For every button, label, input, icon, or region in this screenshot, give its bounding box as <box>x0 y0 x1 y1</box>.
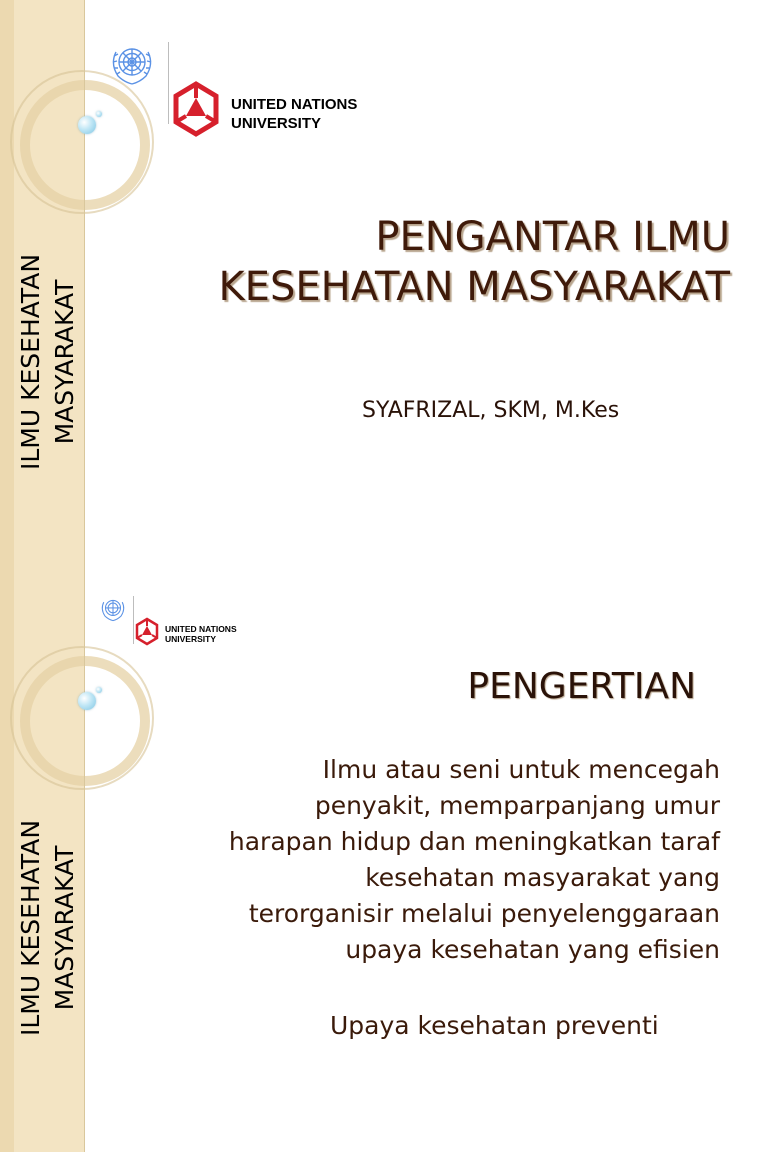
logo-divider <box>133 596 134 644</box>
slide-2 <box>0 576 768 1040</box>
author-subtitle: SYAFRIZAL, SKM, M.Kes <box>362 398 620 423</box>
sidebar-title <box>14 820 82 1036</box>
sidebar-title-line-2: MASYARAKAT <box>50 845 79 1011</box>
sidebar-stripe <box>0 576 14 1152</box>
body-line: terorganisir melalui penyelenggaraan <box>248 899 720 928</box>
un-emblem-icon <box>106 38 158 88</box>
sidebar <box>0 576 84 1152</box>
sidebar-border <box>84 576 85 1152</box>
unu-logo-icon <box>135 618 159 646</box>
decorative-bubble <box>96 111 102 117</box>
body-line: penyakit, memparpanjang umur <box>314 791 720 820</box>
un-emblem-icon <box>98 594 128 623</box>
decorative-bubble <box>78 116 96 134</box>
unu-wordmark-line-2: UNIVERSITY <box>231 115 322 132</box>
slide-title-line-1: PENGANTAR ILMU <box>375 214 730 260</box>
unu-logo <box>135 618 159 646</box>
sidebar-stripe <box>0 0 14 576</box>
unu-wordmark <box>231 95 357 133</box>
slide-heading: PENGERTIAN <box>467 666 696 707</box>
sidebar-border <box>84 0 85 576</box>
body-line: Ilmu atau seni untuk mencegah <box>322 755 720 784</box>
decorative-ring <box>20 656 150 786</box>
decorative-bubble <box>78 692 96 710</box>
sidebar-title-line-2: MASYARAKAT <box>50 279 79 445</box>
slide-title-line-2: KESEHATAN MASYARAKAT <box>218 264 730 310</box>
unu-wordmark-line-2: UNIVERSITY <box>165 634 217 644</box>
body-line: harapan hidup dan meningkatkan taraf <box>228 827 720 856</box>
decorative-bubble <box>96 687 102 693</box>
unu-wordmark <box>165 624 237 644</box>
slide-title <box>218 212 730 312</box>
un-logo <box>106 38 158 88</box>
unu-logo <box>172 82 220 138</box>
sidebar-title-line-1: ILMU KESEHATAN <box>16 253 45 471</box>
unu-logo-icon <box>172 82 220 138</box>
un-logo <box>98 594 128 623</box>
sidebar <box>0 0 84 576</box>
sidebar-title-line-1: ILMU KESEHATAN <box>16 819 45 1037</box>
unu-wordmark-line-1: UNITED NATIONS <box>165 624 237 634</box>
body-line: kesehatan masyarakat yang <box>365 863 720 892</box>
body-line: upaya kesehatan yang efisien <box>345 935 720 964</box>
sidebar-title <box>14 254 82 470</box>
logo-divider <box>168 42 169 124</box>
decorative-ring <box>20 80 150 210</box>
body-line: Upaya kesehatan preventi <box>330 1011 659 1040</box>
unu-wordmark-line-1: UNITED NATIONS <box>231 96 358 113</box>
